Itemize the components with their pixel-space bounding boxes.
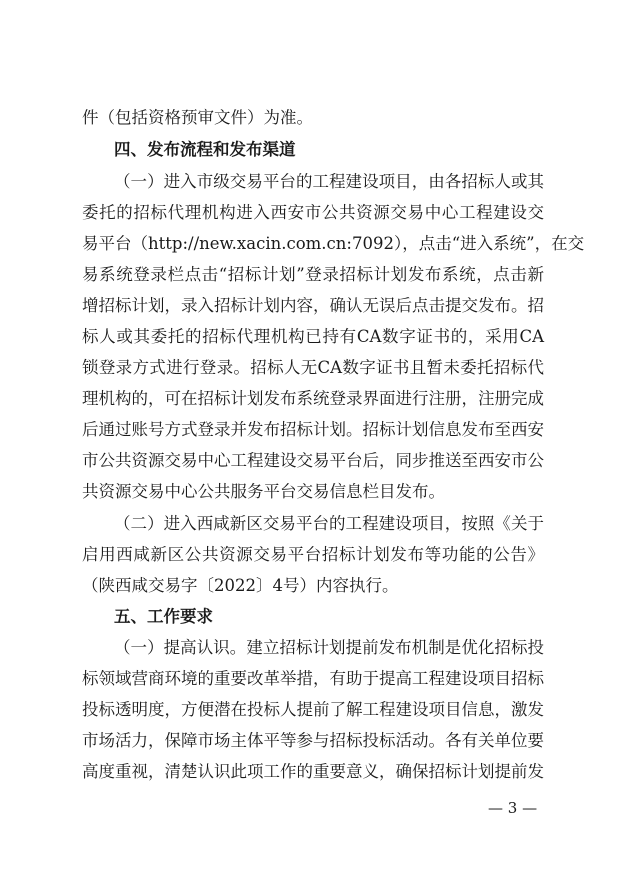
paragraph-line: 市场活力，保障市场主体平等参与招标投标活动。各有关单位要: [82, 731, 544, 750]
section-heading: 四、发布流程和发布渠道: [114, 140, 296, 159]
paragraph-line: 件（包括资格预审文件）为准。: [82, 108, 313, 127]
page-number: — 3 —: [488, 799, 538, 817]
paragraph-line: 启用西咸新区公共资源交易平台招标计划发布等功能的公告》: [82, 545, 544, 564]
paragraph-line: （一）进入市级交易平台的工程建设项目，由各招标人或其: [114, 172, 544, 191]
paragraph-line: （陕西咸交易字〔2022〕4号）内容执行。: [82, 576, 399, 595]
paragraph-line: 投标透明度，方便潜在投标人提前了解工程建设项目信息，激发: [82, 700, 544, 719]
paragraph-line: 易系统登录栏点击“招标计划”登录招标计划发布系统，点击新: [82, 265, 544, 284]
paragraph-line: 委托的招标代理机构进入西安市公共资源交易中心工程建设交: [82, 203, 544, 222]
paragraph-line: 理机构的，可在招标计划发布系统登录界面进行注册，注册完成: [82, 389, 544, 408]
paragraph-line: （一）提高认识。建立招标计划提前发布机制是优化招标投: [114, 638, 544, 657]
paragraph-line: 市公共资源交易中心工程建设交易平台后，同步推送至西安市公: [82, 451, 544, 470]
paragraph-line: 易平台（http://new.xacin.com.cn:7092），点击“进入系统”，在交: [82, 234, 585, 253]
paragraph-line: 共资源交易中心公共服务平台交易信息栏目发布。: [82, 482, 445, 501]
paragraph-line: 增招标计划，录入招标计划内容，确认无误后点击提交发布。招: [82, 296, 544, 315]
paragraph-line: 标领域营商环境的重要改革举措，有助于提高工程建设项目招标: [82, 669, 544, 688]
section-heading: 五、工作要求: [114, 607, 213, 626]
paragraph-line: 高度重视，清楚认识此项工作的重要意义，确保招标计划提前发: [82, 762, 544, 781]
paragraph-line: （二）进入西咸新区交易平台的工程建设项目，按照《关于: [114, 514, 544, 533]
paragraph-line: 锁登录方式进行登录。招标人无CA数字证书且暂未委托招标代: [82, 358, 544, 377]
paragraph-line: 后通过账号方式登录并发布招标计划。招标计划信息发布至西安: [82, 420, 544, 439]
paragraph-line: 标人或其委托的招标代理机构已持有CA数字证书的，采用CA: [82, 327, 544, 346]
